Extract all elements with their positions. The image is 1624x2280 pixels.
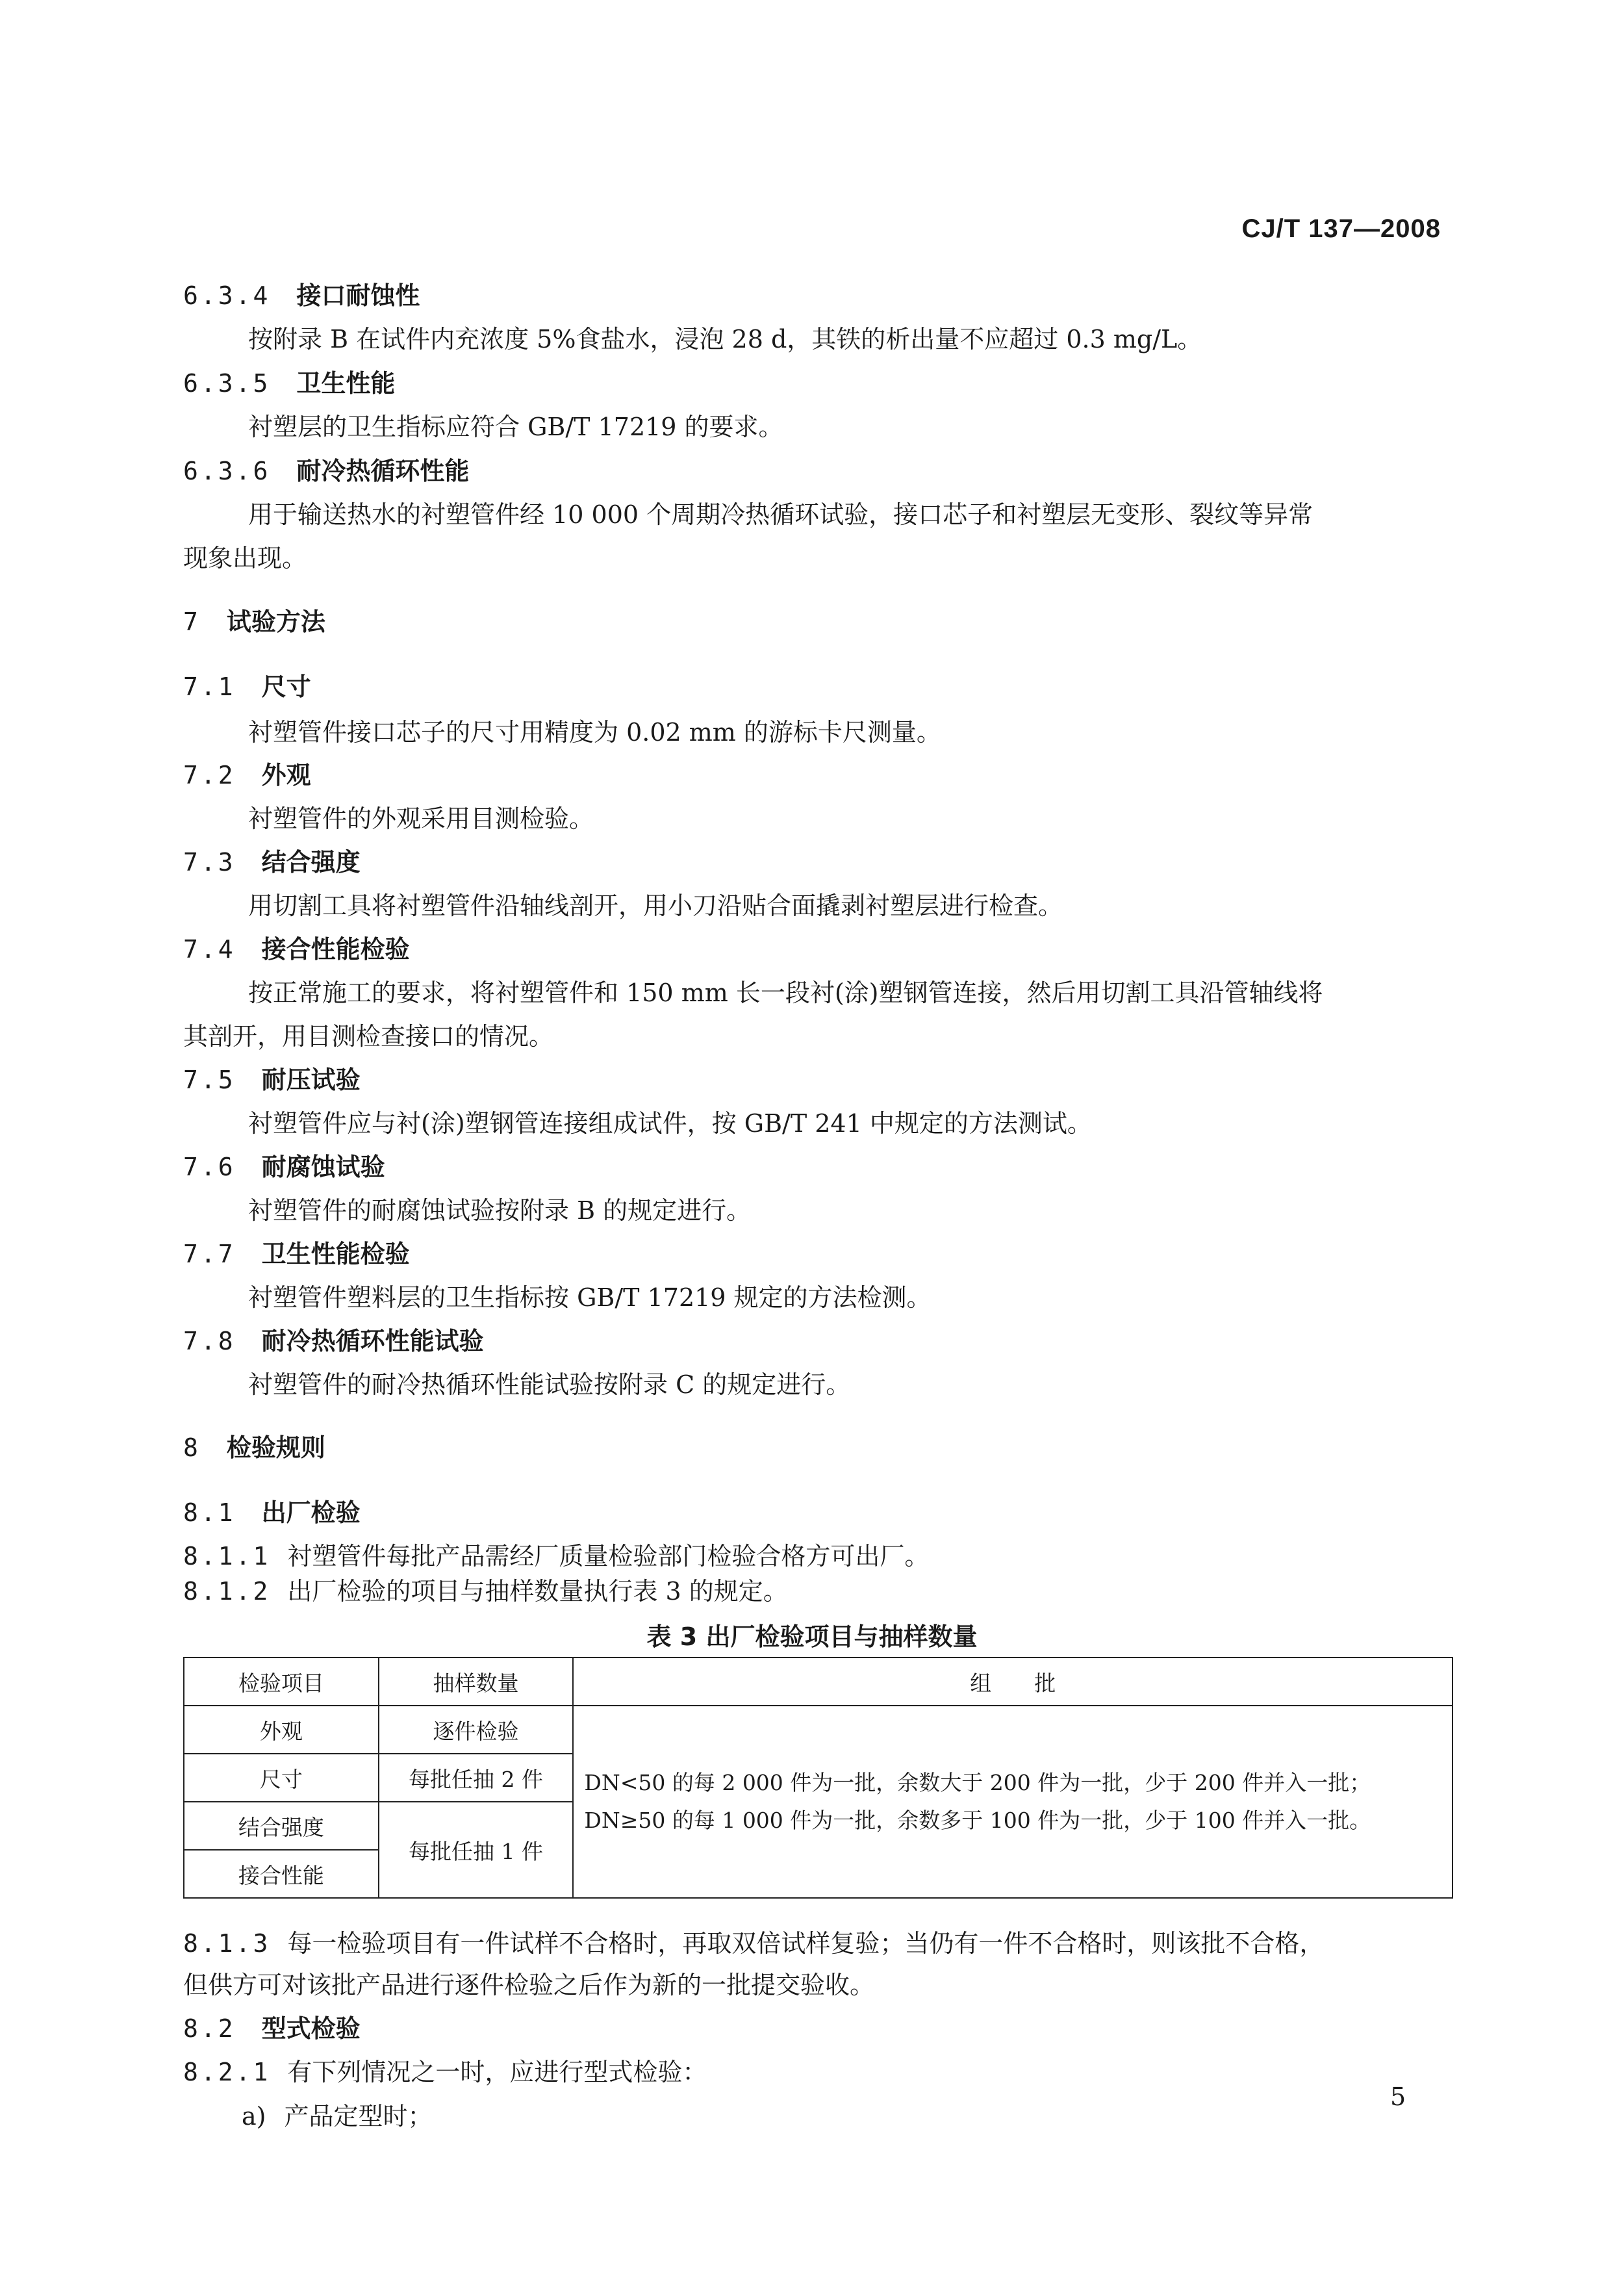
cell-item: 外观 xyxy=(184,1706,379,1754)
page-number: 5 xyxy=(1390,2082,1406,2111)
header-item: 检验项目 xyxy=(184,1658,379,1706)
cell-item: 尺寸 xyxy=(184,1754,379,1802)
para-6-3-6-line2: 现象出现。 xyxy=(183,544,307,572)
heading-6-3-4: 6.3.4 接口耐蚀性 xyxy=(183,281,420,310)
para-7-8: 衬塑管件的耐冷热循环性能试验按附录 C 的规定进行。 xyxy=(248,1370,851,1399)
cell-item: 结合强度 xyxy=(184,1802,379,1850)
para-7-5: 衬塑管件应与衬(涂)塑钢管连接组成试件，按 GB/T 241 中规定的方法测试。 xyxy=(248,1109,1092,1138)
cell-item: 接合性能 xyxy=(184,1850,379,1898)
heading-8: 8 检验规则 xyxy=(183,1433,325,1462)
para-7-3: 用切割工具将衬塑管件沿轴线剖开，用小刀沿贴合面撬剥衬塑层进行检查。 xyxy=(248,891,1063,920)
cell-batch-rule xyxy=(573,1706,1453,1898)
clause-8-1-3-line2: 但供方可对该批产品进行逐件检验之后作为新的一批提交验收。 xyxy=(183,1971,875,1999)
cell-sampling: 每批任抽 1 件 xyxy=(379,1802,574,1898)
para-6-3-5: 衬塑层的卫生指标应符合 GB/T 17219 的要求。 xyxy=(248,413,783,441)
header-sampling: 抽样数量 xyxy=(379,1658,574,1706)
heading-7-5: 7.5 耐压试验 xyxy=(183,1066,361,1094)
heading-7-4: 7.4 接合性能检验 xyxy=(183,935,410,964)
heading-7: 7 试验方法 xyxy=(183,608,325,636)
heading-7-2: 7.2 外观 xyxy=(183,761,311,789)
para-7-7: 衬塑管件塑料层的卫生指标按 GB/T 17219 规定的方法检测。 xyxy=(248,1283,932,1312)
para-7-4-line1: 按正常施工的要求，将衬塑管件和 150 mm 长一段衬(涂)塑钢管连接，然后用切割工具沿管轴线将 xyxy=(248,979,1323,1007)
para-7-2: 衬塑管件的外观采用目测检验。 xyxy=(248,804,594,833)
heading-6-3-6: 6.3.6 耐冷热循环性能 xyxy=(183,457,470,485)
clause-8-1-2: 8.1.2 出厂检验的项目与抽样数量执行表 3 的规定。 xyxy=(183,1577,788,1606)
para-7-1: 衬塑管件接口芯子的尺寸用精度为 0.02 mm 的游标卡尺测量。 xyxy=(248,718,941,747)
para-7-4-line2: 其剖开，用目测检查接口的情况。 xyxy=(183,1022,554,1051)
heading-6-3-5: 6.3.5 卫生性能 xyxy=(183,369,396,398)
heading-8-1: 8.1 出厂检验 xyxy=(183,1498,361,1527)
heading-7-7: 7.7 卫生性能检验 xyxy=(183,1240,410,1268)
heading-8-2: 8.2 型式检验 xyxy=(183,2014,361,2043)
list-item-a: a) 产品定型时； xyxy=(242,2102,433,2131)
cell-sampling: 每批任抽 2 件 xyxy=(379,1754,574,1802)
cell-sampling: 逐件检验 xyxy=(379,1706,574,1754)
table-header-row xyxy=(184,1658,1453,1706)
table3 xyxy=(183,1657,1453,1899)
heading-7-1: 7.1 尺寸 xyxy=(183,672,311,701)
header-batch: 组 批 xyxy=(573,1658,1453,1706)
heading-7-3: 7.3 结合强度 xyxy=(183,848,361,877)
para-7-6: 衬塑管件的耐腐蚀试验按附录 B 的规定进行。 xyxy=(248,1196,752,1225)
table-row xyxy=(184,1706,1453,1754)
clause-8-1-3-line1: 8.1.3 每一检验项目有一件试样不合格时，再取双倍试样复验；当仍有一件不合格时，则该批不合格， xyxy=(183,1929,1325,1958)
standard-code: CJ/T 137—2008 xyxy=(1241,214,1441,243)
clause-8-2-1: 8.2.1 有下列情况之一时，应进行型式检验： xyxy=(183,2058,707,2086)
para-6-3-6-line1: 用于输送热水的衬塑管件经 10 000 个周期冷热循环试验，接口芯子和衬塑层无变形、裂纹等异常 xyxy=(248,500,1313,529)
para-6-3-4: 按附录 B 在试件内充浓度 5%食盐水，浸泡 28 d，其铁的析出量不应超过 0.3 mg/L。 xyxy=(248,325,1202,353)
heading-7-8: 7.8 耐冷热循环性能试验 xyxy=(183,1327,484,1355)
batch-rule-line: DN≥50 的每 1 000 件为一批，余数多于 100 件为一批，少于 100 件并入一批。 xyxy=(584,1808,1371,1833)
batch-rule-line: DN<50 的每 2 000 件为一批，余数大于 200 件为一批，少于 200 件并入一批； xyxy=(584,1770,1371,1795)
clause-8-1-1: 8.1.1 衬塑管件每批产品需经厂质量检验部门检验合格方可出厂。 xyxy=(183,1542,930,1570)
heading-7-6: 7.6 耐腐蚀试验 xyxy=(183,1153,385,1181)
table3-title: 表 3 出厂检验项目与抽样数量 xyxy=(646,1622,978,1651)
